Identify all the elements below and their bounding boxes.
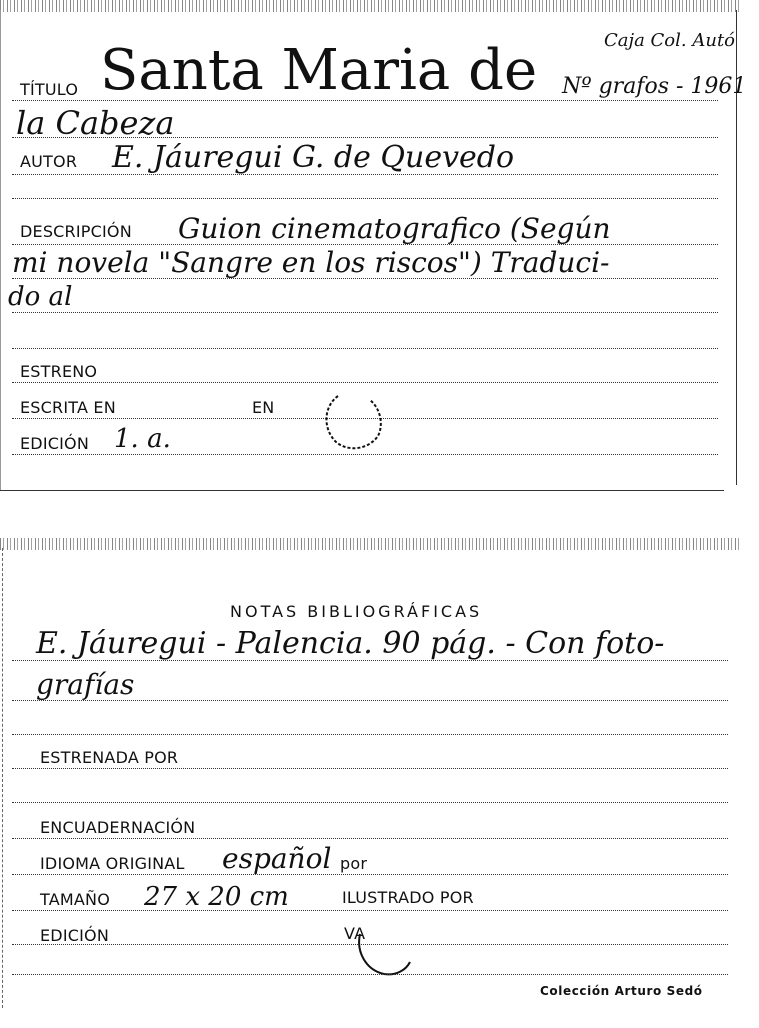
rule	[12, 838, 728, 839]
por-label: por	[340, 854, 368, 873]
punch-hole-mark	[318, 388, 388, 454]
ilustrado-por-label: ILUSTRADO POR	[342, 888, 474, 907]
rule	[12, 100, 718, 101]
rule	[12, 198, 718, 199]
catalog-card-1	[0, 0, 747, 492]
estrenada-por-label: ESTRENADA POR	[40, 748, 179, 767]
rule	[12, 137, 718, 138]
rule	[12, 700, 728, 701]
rule	[12, 312, 718, 313]
escrita-en-label: ESCRITA EN	[20, 398, 116, 417]
autor-label: AUTOR	[20, 152, 78, 171]
rule	[12, 802, 728, 803]
va-label: VA	[344, 924, 366, 943]
rule	[12, 348, 718, 349]
notas-bibliograficas-heading: NOTAS BIBLIOGRÁFICAS	[230, 602, 483, 621]
rule	[12, 244, 718, 245]
card-left-edge	[2, 548, 3, 1008]
catalog-card-2	[0, 538, 742, 1028]
description-handwriting-1: Guion cinematografico (Según	[178, 212, 611, 245]
title-handwriting-2: la Cabeza	[16, 104, 175, 142]
titulo-label: TÍTULO	[20, 80, 79, 99]
rule	[12, 174, 718, 175]
rule	[12, 768, 728, 769]
descripcion-label: DESCRIPCIÓN	[20, 222, 132, 241]
corner-note: Caja Col. Autó	[604, 30, 736, 51]
tamano-handwriting: 27 x 20 cm	[144, 882, 289, 912]
edicion-label-2: EDICIÓN	[40, 926, 110, 945]
idioma-original-label: IDIOMA ORIGINAL	[40, 854, 185, 873]
encuadernacion-label: ENCUADERNACIÓN	[40, 818, 196, 837]
description-handwriting-2: mi novela "Sangre en los riscos") Traduci-	[12, 246, 610, 279]
card-left-edge	[0, 10, 1, 490]
description-handwriting-3: do al	[8, 282, 73, 312]
en-label: EN	[252, 398, 275, 417]
punch-hole-mark	[352, 922, 422, 982]
rule	[12, 278, 718, 279]
rule	[12, 382, 718, 383]
estreno-label: ESTRENO	[20, 362, 98, 381]
title-handwriting-1: Santa Maria de	[100, 38, 538, 103]
card-top-edge	[0, 0, 742, 12]
rule	[12, 454, 718, 455]
card-bottom-edge	[0, 490, 724, 491]
author-handwriting: E. Jáuregui G. de Quevedo	[112, 140, 515, 175]
rule	[12, 734, 728, 735]
tamano-label: TAMAÑO	[40, 890, 110, 909]
card-top-edge	[0, 538, 742, 550]
rule	[12, 660, 728, 661]
title-handwriting-extra: Nº grafos - 1961	[562, 74, 747, 99]
idioma-handwriting: español	[222, 842, 332, 875]
rule	[12, 874, 728, 875]
rule	[12, 910, 728, 911]
notes-handwriting-1: E. Jáuregui - Palencia. 90 pág. - Con foto-	[36, 626, 665, 661]
collection-footer: Colección Arturo Sedó	[540, 984, 703, 998]
edition-handwriting: 1. a.	[114, 424, 171, 454]
rule	[12, 974, 728, 975]
notes-handwriting-2: grafías	[36, 668, 135, 701]
edicion-label: EDICIÓN	[20, 434, 90, 453]
